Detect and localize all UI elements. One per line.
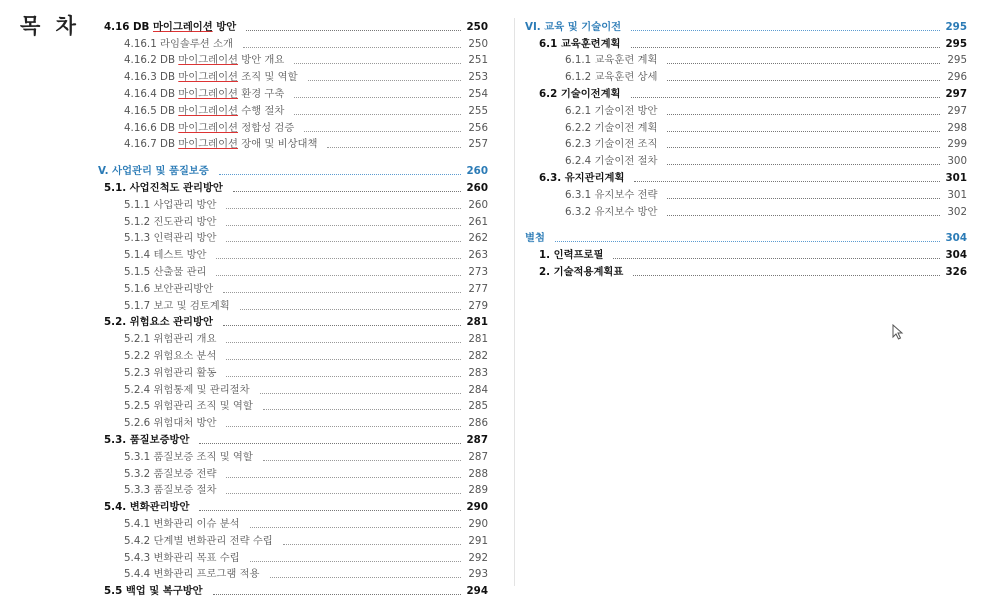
toc-dot-leader <box>327 146 461 148</box>
toc-dot-leader <box>226 425 461 427</box>
toc-entry[interactable] <box>98 213 488 230</box>
toc-dot-leader <box>631 96 940 98</box>
toc-entry[interactable] <box>98 330 488 347</box>
toc-entry-page: 263 <box>468 249 488 262</box>
toc-entry-label: VI. 교육 및 기술이전 <box>525 20 622 33</box>
toc-entry-page: 281 <box>468 333 488 346</box>
toc-entry[interactable] <box>98 52 488 69</box>
toc-dot-leader <box>667 113 940 115</box>
toc-dot-leader <box>667 214 940 216</box>
toc-entry-page: 304 <box>945 249 967 262</box>
toc-entry-label: 5.2.4 위험통제 및 관리절차 <box>124 383 250 396</box>
toc-entry[interactable] <box>525 52 967 69</box>
toc-entry-label: 4.16 DB 마이그레이션 방안 <box>104 20 237 33</box>
toc-entry-label: 4.16.2 DB 마이그레이션 방안 개요 <box>124 54 285 67</box>
toc-entry-label: 4.16.7 DB 마이그레이션 장애 및 비상대책 <box>124 138 318 151</box>
toc-dot-leader <box>226 492 461 494</box>
toc-entry-page: 250 <box>466 20 488 33</box>
toc-entry-page: 287 <box>468 450 488 463</box>
toc-dot-leader <box>294 62 461 64</box>
toc-dot-leader <box>199 509 461 511</box>
toc-entry-label: 5.2.1 위험관리 개요 <box>124 333 217 346</box>
toc-entry-page: 287 <box>466 433 488 446</box>
toc-entry-label: 5.1.7 보고 및 검토계획 <box>124 299 230 312</box>
toc-entry-page: 281 <box>466 316 488 329</box>
mouse-pointer-icon <box>892 324 904 340</box>
toc-entry-label: 6.3.2 유지보수 방안 <box>565 205 658 218</box>
toc-entry-label: 별첨 <box>525 232 545 245</box>
toc-entry-page: 260 <box>466 181 488 194</box>
toc-entry-page: 283 <box>468 366 488 379</box>
toc-dot-leader <box>283 543 461 545</box>
toc-dot-leader <box>263 459 461 461</box>
toc-entry-label: 4.16.5 DB 마이그레이션 수행 절차 <box>124 104 285 117</box>
toc-entry[interactable] <box>98 414 488 431</box>
toc-entry[interactable] <box>98 35 488 52</box>
toc-entry-label: 5.4.2 단계별 변화관리 전략 수립 <box>124 534 273 547</box>
toc-entry-page: 262 <box>468 232 488 245</box>
toc-entry[interactable] <box>98 18 488 35</box>
toc-entry-label: 5.1.1 사업관리 방안 <box>124 198 217 211</box>
toc-entry-page: 297 <box>945 87 967 100</box>
toc-entry[interactable] <box>98 162 488 179</box>
toc-entry[interactable] <box>98 364 488 381</box>
toc-entry-page: 291 <box>468 534 488 547</box>
toc-dot-leader <box>304 130 461 132</box>
toc-dot-leader <box>270 576 462 578</box>
toc-entry[interactable] <box>98 381 488 398</box>
toc-entry-label: 5.4.1 변화관리 이슈 분석 <box>124 517 240 530</box>
toc-entry-label: 4.16.4 DB 마이그레이션 환경 구축 <box>124 87 285 100</box>
toc-entry-label: 5.1. 사업진척도 관리방안 <box>104 181 223 194</box>
toc-entry-page: 261 <box>468 215 488 228</box>
toc-entry-label: 6.1.2 교육훈련 상세 <box>565 71 658 84</box>
toc-entry-page: 277 <box>468 282 488 295</box>
toc-entry-label: 5.3.3 품질보증 절차 <box>124 484 217 497</box>
toc-entry-page: 255 <box>468 104 488 117</box>
toc-dot-leader <box>199 442 461 444</box>
page-title: 목 차 <box>20 14 80 38</box>
toc-entry-page: 290 <box>468 517 488 530</box>
toc-dot-leader <box>226 476 461 478</box>
toc-entry-page: 288 <box>468 467 488 480</box>
toc-entry[interactable] <box>98 102 488 119</box>
toc-entry-page: 295 <box>947 54 967 67</box>
toc-entry-label: 6.2.1 기술이전 방안 <box>565 104 658 117</box>
toc-dot-leader <box>260 392 461 394</box>
toc-entry-label: 6.1.1 교육훈련 계획 <box>565 54 658 67</box>
toc-entry-label: 5.4.4 변화관리 프로그램 적용 <box>124 568 260 581</box>
toc-entry-label: 5.2. 위험요소 관리방안 <box>104 316 213 329</box>
toc-entry-page: 256 <box>468 121 488 134</box>
toc-dot-leader <box>233 190 461 192</box>
toc-entry[interactable] <box>98 136 488 153</box>
toc-entry[interactable] <box>98 582 488 599</box>
toc-dot-leader <box>226 358 461 360</box>
toc-entry-label: 5.5 백업 및 복구방안 <box>104 585 203 598</box>
toc-entry-page: 295 <box>945 20 967 33</box>
toc-dot-leader <box>223 324 461 326</box>
toc-entry[interactable] <box>525 68 967 85</box>
toc-entry[interactable] <box>98 498 488 515</box>
toc-entry-label: 6.2.3 기술이전 조직 <box>565 138 658 151</box>
toc-entry[interactable] <box>525 169 967 186</box>
toc-entry-page: 294 <box>466 585 488 598</box>
toc-entry-page: 302 <box>947 205 967 218</box>
toc-entry[interactable] <box>98 515 488 532</box>
toc-entry[interactable] <box>98 119 488 136</box>
toc-entry[interactable] <box>98 196 488 213</box>
toc-entry-page: 292 <box>468 551 488 564</box>
toc-dot-leader <box>631 29 940 31</box>
toc-dot-leader <box>294 113 461 115</box>
toc-entry-label: 5.3.1 품질보증 조직 및 역할 <box>124 450 253 463</box>
toc-entry-label: 5.2.2 위험요소 분석 <box>124 349 217 362</box>
toc-entry[interactable] <box>98 566 488 583</box>
toc-entry-label: 6.3.1 유지보수 전략 <box>565 188 658 201</box>
toc-spacer <box>98 152 488 162</box>
toc-entry-label: 5.1.5 산출물 관리 <box>124 265 207 278</box>
toc-dot-leader <box>250 526 461 528</box>
toc-entry-page: 273 <box>468 265 488 278</box>
toc-dot-leader <box>667 79 940 81</box>
toc-dot-leader <box>216 274 461 276</box>
toc-entry-page: 304 <box>945 232 967 245</box>
toc-dot-leader <box>240 308 461 310</box>
toc-entry[interactable] <box>98 68 488 85</box>
toc-dot-leader <box>613 257 940 259</box>
toc-entry-page: 260 <box>466 165 488 178</box>
toc-dot-leader <box>219 173 461 175</box>
toc-entry-page: 284 <box>468 383 488 396</box>
toc-entry[interactable] <box>525 85 967 102</box>
toc-entry-page: 301 <box>947 188 967 201</box>
toc-entry-page: 298 <box>947 121 967 134</box>
toc-entry-page: 295 <box>945 37 967 50</box>
toc-dot-leader <box>223 291 461 293</box>
toc-entry[interactable] <box>98 532 488 549</box>
toc-dot-leader <box>213 593 461 595</box>
toc-dot-leader <box>667 197 940 199</box>
toc-entry-label: 4.16.6 DB 마이그레이션 정합성 검증 <box>124 121 295 134</box>
toc-entry-label: 5.1.4 테스트 방안 <box>124 249 207 262</box>
toc-entry[interactable] <box>525 35 967 52</box>
toc-dot-leader <box>631 46 940 48</box>
toc-entry[interactable] <box>525 136 967 153</box>
toc-entry-label: 6.3. 유지관리계획 <box>539 171 625 184</box>
toc-entry-label: 5.3. 품질보증방안 <box>104 433 190 446</box>
toc-entry[interactable] <box>98 179 488 196</box>
toc-entry-label: 4.16.1 라임솔루션 소개 <box>124 37 233 50</box>
toc-entry-label: 5.2.3 위험관리 활동 <box>124 366 217 379</box>
toc-entry[interactable] <box>98 230 488 247</box>
toc-entry-label: 5.4.3 변화관리 목표 수립 <box>124 551 240 564</box>
toc-entry-label: 5.1.3 인력관리 방안 <box>124 232 217 245</box>
toc-right-column <box>514 18 967 586</box>
toc-dot-leader <box>226 341 461 343</box>
toc-entry-page: 290 <box>466 501 488 514</box>
toc-dot-leader <box>555 240 940 242</box>
toc-entry-label: 5.1.2 진도관리 방안 <box>124 215 217 228</box>
toc-entry-page: 296 <box>947 71 967 84</box>
toc-entry[interactable] <box>98 297 488 314</box>
toc-dot-leader <box>246 29 461 31</box>
toc-entry-page: 253 <box>468 71 488 84</box>
toc-dot-leader <box>308 79 461 81</box>
toc-dot-leader <box>667 163 940 165</box>
toc-dot-leader <box>226 207 461 209</box>
toc-entry[interactable] <box>98 85 488 102</box>
toc-entry[interactable] <box>525 102 967 119</box>
toc-entry[interactable] <box>98 246 488 263</box>
toc-dot-leader <box>250 560 461 562</box>
toc-entry-label: 6.2.2 기술이전 계획 <box>565 121 658 134</box>
toc-entry-label: 1. 인력프로필 <box>539 249 604 262</box>
toc-entry-page: 279 <box>468 299 488 312</box>
toc-entry[interactable] <box>98 263 488 280</box>
toc-entry-page: 257 <box>468 138 488 151</box>
toc-dot-leader <box>667 146 940 148</box>
toc-spacer <box>525 220 967 230</box>
toc-entry[interactable] <box>98 398 488 415</box>
toc-entry-page: 301 <box>945 171 967 184</box>
toc-entry-label: 5.2.5 위험관리 조직 및 역할 <box>124 400 253 413</box>
toc-dot-leader <box>226 240 461 242</box>
toc-entry[interactable] <box>98 280 488 297</box>
toc-entry-label: 5.4. 변화관리방안 <box>104 501 190 514</box>
toc-entry[interactable] <box>98 314 488 331</box>
toc-entry-label: 6.2.4 기술이전 절차 <box>565 155 658 168</box>
toc-entry-label: 4.16.3 DB 마이그레이션 조직 및 역할 <box>124 71 298 84</box>
toc-entry-label: V. 사업관리 및 품질보증 <box>98 165 209 178</box>
toc-entry-page: 285 <box>468 400 488 413</box>
toc-entry[interactable] <box>525 230 967 247</box>
toc-dot-leader <box>633 274 940 276</box>
toc-entry-label: 5.1.6 보안관리방안 <box>124 282 214 295</box>
toc-dot-leader <box>667 130 940 132</box>
toc-entry-page: 299 <box>947 138 967 151</box>
toc-entry-label: 5.2.6 위험대처 방안 <box>124 417 217 430</box>
toc-entry-label: 6.2 기술이전계획 <box>539 87 621 100</box>
toc-entry-page: 251 <box>468 54 488 67</box>
toc-dot-leader <box>226 375 461 377</box>
toc-entry[interactable] <box>525 263 967 280</box>
toc-entry-page: 282 <box>468 349 488 362</box>
toc-entry-label: 5.3.2 품질보증 전략 <box>124 467 217 480</box>
toc-entry[interactable] <box>98 482 488 499</box>
toc-dot-leader <box>226 224 461 226</box>
toc-entry[interactable] <box>98 347 488 364</box>
toc-dot-leader <box>667 62 940 64</box>
toc-dot-leader <box>294 96 461 98</box>
toc-entry-page: 289 <box>468 484 488 497</box>
toc-dot-leader <box>634 180 940 182</box>
toc-dot-leader <box>243 46 461 48</box>
toc-entry[interactable] <box>98 465 488 482</box>
toc-entry[interactable] <box>525 119 967 136</box>
toc-entry-page: 254 <box>468 87 488 100</box>
toc-entry-page: 250 <box>468 37 488 50</box>
toc-entry[interactable] <box>98 431 488 448</box>
toc-entry-label: 2. 기술적용계획표 <box>539 265 624 278</box>
toc-entry[interactable] <box>525 246 967 263</box>
toc-entry[interactable] <box>98 448 488 465</box>
toc-dot-leader <box>216 257 461 259</box>
toc-left-column <box>98 18 488 599</box>
toc-entry-page: 260 <box>468 198 488 211</box>
toc-entry[interactable] <box>525 18 967 35</box>
toc-entry-page: 293 <box>468 568 488 581</box>
toc-entry[interactable] <box>98 549 488 566</box>
toc-entry-label: 6.1 교육훈련계획 <box>539 37 621 50</box>
toc-entry-page: 326 <box>945 265 967 278</box>
toc-entry[interactable] <box>525 152 967 169</box>
toc-entry-page: 300 <box>947 155 967 168</box>
toc-entry-page: 286 <box>468 417 488 430</box>
toc-entry-page: 297 <box>947 104 967 117</box>
toc-entry[interactable] <box>525 203 967 220</box>
toc-dot-leader <box>263 408 461 410</box>
toc-entry[interactable] <box>525 186 967 203</box>
